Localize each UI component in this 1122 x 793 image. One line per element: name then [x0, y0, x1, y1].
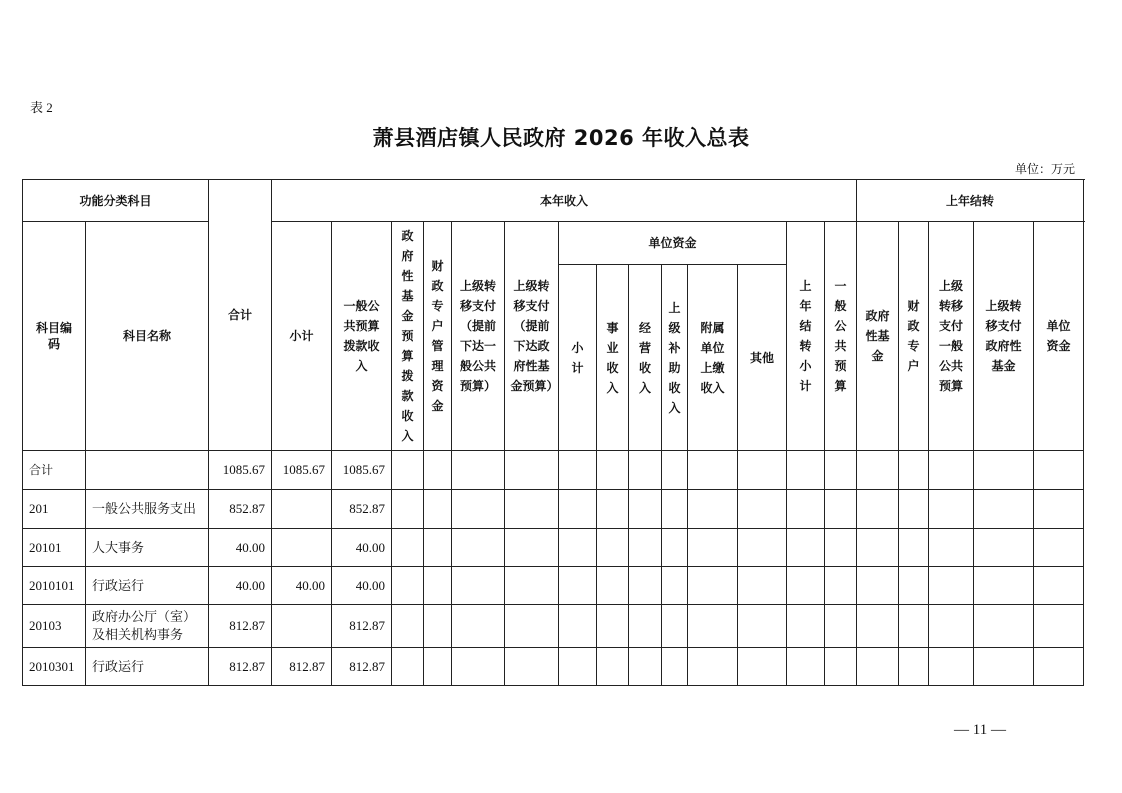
unit-label: 单位：万元: [1014, 162, 1075, 176]
row-subtotal: 40.00: [272, 567, 332, 605]
prev-fund-header: 政府性基金: [857, 222, 899, 451]
general-budget-header: 一般公共预算拨款收入: [332, 222, 392, 451]
row-code: 20101: [23, 529, 86, 567]
prev-subtotal-header: 上年结转小计: [787, 222, 825, 451]
row-code: 2010301: [23, 648, 86, 686]
transfer-fund-header: 上级转移支付（提前下达政府性基金预算）: [505, 222, 559, 451]
business-income-header: 事业收入: [597, 265, 629, 451]
code-header: 科目编码: [23, 222, 86, 451]
row-total: 1085.67: [209, 451, 272, 490]
row-total: 40.00: [209, 567, 272, 605]
row-total: 812.87: [209, 605, 272, 648]
page-title: 萧县酒店镇人民政府 2026 年收入总表: [372, 126, 750, 150]
total-header: 合计: [209, 180, 272, 451]
row-name: 人大事务: [86, 529, 209, 567]
row-total: 852.87: [209, 490, 272, 529]
func-class-header: 功能分类科目: [23, 180, 209, 222]
table-row: [23, 567, 1084, 605]
row-name: 一般公共服务支出: [86, 490, 209, 529]
row-subtotal: [272, 490, 332, 529]
transfer-general-header: 上级转移支付（提前下达一般公共预算）: [452, 222, 505, 451]
table-row: [23, 529, 1084, 567]
row-general: 812.87: [332, 605, 392, 648]
row-code: 2010101: [23, 567, 86, 605]
fiscal-account-header: 财政专户管理资金: [424, 222, 452, 451]
row-total: 812.87: [209, 648, 272, 686]
row-name: 行政运行: [86, 648, 209, 686]
table-row: [23, 605, 1084, 648]
row-subtotal: 812.87: [272, 648, 332, 686]
row-code: 201: [23, 490, 86, 529]
affiliated-income-header: 附属单位上缴收入: [688, 265, 738, 451]
current-income-header: 本年收入: [272, 180, 857, 222]
other-header: 其他: [738, 265, 787, 451]
row-general: 1085.67: [332, 451, 392, 490]
subsidy-income-header: 上级补助收入: [662, 265, 688, 451]
row-code: 合计: [23, 451, 86, 490]
row-name: 行政运行: [86, 567, 209, 605]
table-row: [23, 451, 1084, 490]
row-subtotal: [272, 605, 332, 648]
table-row: [23, 490, 1084, 529]
prev-fiscal-header: 财政专户: [899, 222, 929, 451]
row-general: 812.87: [332, 648, 392, 686]
table-number-label: 表 2: [30, 100, 53, 115]
unit-funds-header: 单位资金: [559, 222, 787, 265]
fund-budget-header: 政府性基金预算拨款收入: [392, 222, 424, 451]
prev-transfer-fund-header: 上级转移支付政府性基金: [974, 222, 1034, 451]
page-number: — 11 —: [954, 722, 1006, 738]
prev-carry-header: 上年结转: [857, 180, 1084, 222]
row-name: 政府办公厅（室）及相关机构事务: [86, 605, 209, 648]
row-code: 20103: [23, 605, 86, 648]
table-row: [23, 648, 1084, 686]
unit-subtotal-header: 小计: [559, 265, 597, 451]
row-name: [86, 451, 209, 490]
subtotal-header: 小计: [272, 222, 332, 451]
name-header: 科目名称: [86, 222, 209, 451]
row-general: 852.87: [332, 490, 392, 529]
row-subtotal: 1085.67: [272, 451, 332, 490]
operating-income-header: 经营收入: [629, 265, 662, 451]
row-subtotal: [272, 529, 332, 567]
prev-transfer-general-header: 上级转移支付一般公共预算: [929, 222, 974, 451]
prev-general-header: 一般公共预算: [825, 222, 857, 451]
row-general: 40.00: [332, 567, 392, 605]
income-summary-table: [22, 179, 1084, 686]
row-total: 40.00: [209, 529, 272, 567]
row-general: 40.00: [332, 529, 392, 567]
prev-unit-funds-header: 单位资金: [1034, 222, 1084, 451]
